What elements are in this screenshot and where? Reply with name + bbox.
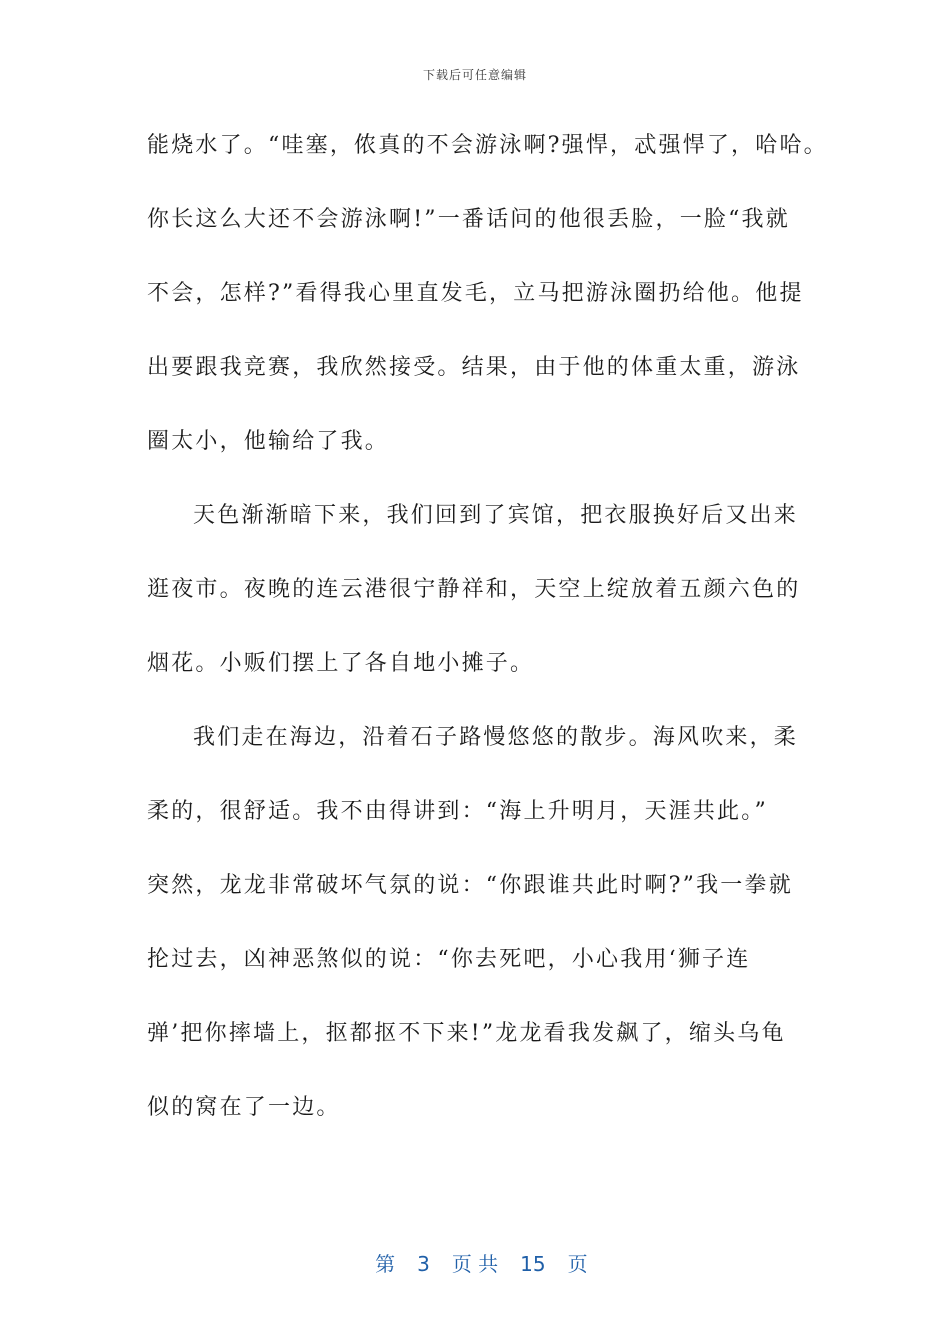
text-line-2: 你长这么大还不会游泳啊!”一番话问的他很丢脸，一脸“我就 — [147, 207, 790, 232]
current-page-number: 3 — [417, 1252, 430, 1276]
footer-middle: 页 共 — [451, 1252, 499, 1276]
total-page-count: 15 — [520, 1252, 546, 1276]
footer-suffix: 页 — [567, 1252, 588, 1276]
text-line-12: 抡过去，凶神恶煞似的说：“你去死吧，小心我用‘狮子连 — [147, 947, 751, 972]
text-line-13: 弹’把你摔墙上，抠都抠不下来!”龙龙看我发飙了，缩头乌龟 — [147, 1021, 786, 1046]
text-line-9: 我们走在海边，沿着石子路慢悠悠的散步。海风吹来，柔 — [193, 725, 799, 750]
page-header: 下载后可任意编辑 — [422, 68, 527, 82]
document-body — [147, 122, 828, 1158]
text-line-10: 柔的，很舒适。我不由得讲到：“海上升明月，天涯共此。” — [147, 799, 768, 824]
page-footer — [0, 1224, 950, 1277]
text-line-8: 烟花。小贩们摆上了各自地小摊子。 — [147, 651, 535, 676]
text-line-4: 出要跟我竞赛，我欣然接受。结果，由于他的体重太重，游泳 — [147, 355, 801, 380]
text-line-7: 逛夜市。夜晚的连云港很宁静祥和，天空上绽放着五颜六色的 — [147, 577, 801, 602]
footer-prefix: 第 — [375, 1252, 396, 1276]
text-line-3: 不会，怎样?”看得我心里直发毛，立马把游泳圈扔给他。他提 — [147, 281, 804, 306]
text-line-5: 圈太小，他输给了我。 — [147, 429, 390, 454]
text-line-6: 天色渐渐暗下来，我们回到了宾馆，把衣服换好后又出来 — [193, 503, 799, 528]
text-line-11: 突然，龙龙非常破坏气氛的说：“你跟谁共此时啊?”我一拳就 — [147, 873, 793, 898]
text-line-1: 能烧水了。“哇塞，侬真的不会游泳啊?强悍，忒强悍了，哈哈。 — [147, 133, 828, 158]
text-line-14: 似的窝在了一边。 — [147, 1095, 341, 1120]
